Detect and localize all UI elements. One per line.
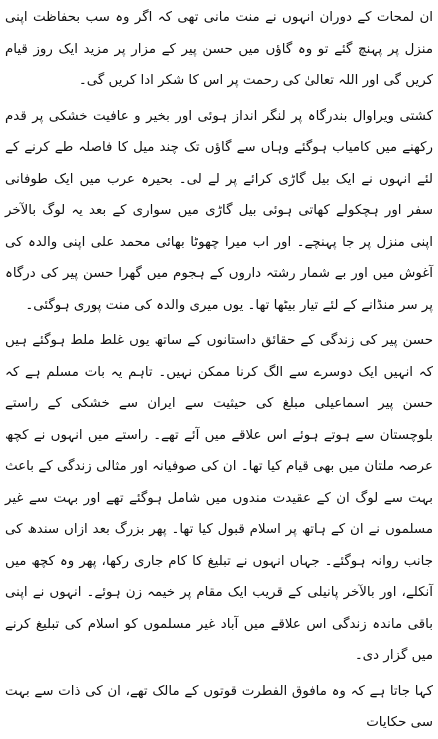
paragraph-arrival: کشتی ویراوال بندرگاہ پر لنگر انداز ہوئی اور بخیر و عافیت خشکی پر قدم رکھنے میں کامیاب ہوگئے وہاں سے گاؤں تک چند میل کا فاصلہ طے کرنے کے لئے انہوں نے ایک بیل گاڑی کرائے پر لے لی۔ بحیرہ عرب میں ایک طوفانی سفر اور ہچکولے کھاتی ہوئی بیل گاڑی میں سواری کے بعد یہ لوگ بالآخر اپنی منزل پر جا پہنچے۔ اور اب میرا چھوٹا بھائی محمد علی اپنی والدہ کی آغوش میں اور بے شمار رشتہ داروں کے ہجوم میں گھرا حسن پیر کی درگاہ پر سر منڈانے کے لئے تیار بیٹھا تھا۔ یوں میری والدہ کی منت پوری ہوگئی۔ — [5, 108, 433, 313]
paragraph-hasan-pir-life: حسن پیر کی زندگی کے حقائق داستانوں کے ساتھ یوں غلط ملط ہوگئے ہیں کہ انہیں ایک دوسرے سے الگ کرنا ممکن نہیں۔ تاہم یہ بات مسلم ہے کہ حسن پیر اسماعیلی مبلغ کی حیثیت سے ایران سے خشکی کے راستے بلوچستان سے ہوتے ہوئے اس علاقے میں آئے تھے۔ راستے میں انہوں نے کچھ عرصہ ملتان میں بھی قیام کیا تھا۔ ان کی صوفیانہ اور مثالی زندگی کے باعث بہت سے لوگ ان کے عقیدت مندوں میں شامل ہوگئے تھے اور بہت سے غیر مسلموں نے ان کے ہاتھ پر اسلام قبول کیا تھا۔ پھر بزرگ بعد ازاں سندھ کی جانب روانہ ہوگئے۔ جہاں انہوں نے تبلیغ کا کام جاری رکھا، پھر وہ کچھ میں آنکلے، اور بالآخر پانیلی کے قریب ایک مقام پر خیمہ زن ہوئے۔ انہوں نے اپنی باقی ماندہ زندگی اس علاقے میں آباد غیر مسلموں کو اسلام کی تبلیغ کرنے میں گزار دی۔ — [5, 333, 433, 663]
paragraph-legends: کہا جاتا ہے کہ وہ مافوق الفطرت قوتوں کے مالک تھے، ان کی ذات سے بہت سی حکایات — [5, 683, 433, 730]
paragraph-vow: ان لمحات کے دوران انہوں نے منت مانی تھی کہ اگر وہ سب بحفاظت اپنی منزل پر پہنچ گئے تو وہ گاؤں میں حسن پیر کے مزار پر مزید ایک روز قیام کریں گی اور اللہ تعالیٰ کی رحمت پر اس کا شکر ادا کریں گی۔ — [5, 10, 433, 88]
